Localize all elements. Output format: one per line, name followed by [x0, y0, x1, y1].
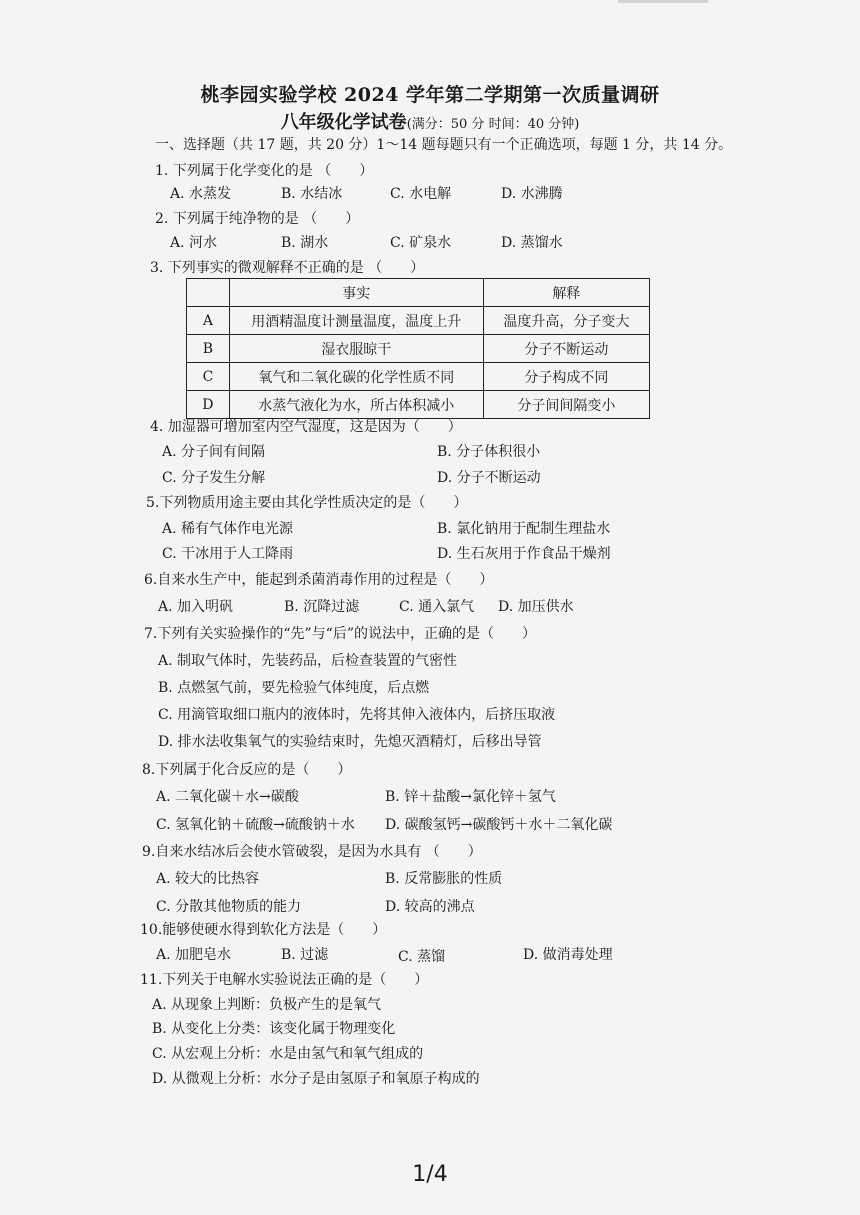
q11-option-a: A. 从现象上判断：负极产生的是氧气 [152, 997, 382, 1013]
q9-option-a: A. 较大的比热容 [156, 871, 260, 887]
exam-subtitle: 八年级化学试卷 [280, 112, 407, 133]
table-cell: B [187, 335, 230, 363]
q2-option-b: B. 湖水 [281, 235, 329, 251]
table-row [187, 391, 650, 419]
exam-subtitle-line [0, 108, 860, 134]
table-cell: 分子构成不同 [483, 363, 649, 391]
q4-option-c: C. 分子发生分解 [162, 470, 266, 486]
q10-option-a: A. 加肥皂水 [156, 947, 232, 963]
q11-option-c: C. 从宏观上分析：水是由氢气和氧气组成的 [152, 1046, 424, 1062]
q5-option-c: C. 干冰用于人工降雨 [162, 546, 294, 562]
table-cell: 水蒸气液化为水，所占体积减小 [229, 391, 483, 419]
q3-table [186, 278, 650, 419]
q10-option-c: C. 蒸馏 [398, 949, 446, 965]
q5-option-b: B. 氯化钠用于配制生理盐水 [437, 521, 611, 537]
table-header-row [187, 279, 650, 307]
q10-option-d: D. 做消毒处理 [523, 947, 613, 963]
q9-option-c: C. 分散其他物质的能力 [156, 899, 302, 915]
q11-option-b: B. 从变化上分类：该变化属于物理变化 [152, 1021, 396, 1037]
question-4-stem: 4. 加湿器可增加室内空气湿度，这是因为（ ） [150, 419, 462, 435]
question-5-stem: 5.下列物质用途主要由其化学性质决定的是（ ） [146, 495, 468, 511]
table-cell: 湿衣服晾干 [229, 335, 483, 363]
question-3-stem: 3. 下列事实的微观解释不正确的是 （ ） [150, 260, 425, 276]
q10-option-b: B. 过滤 [281, 947, 329, 963]
question-8-stem: 8.下列属于化合反应的是（ ） [142, 762, 352, 778]
exam-meta: (满分：50 分 时间：40 分钟) [406, 117, 580, 132]
q4-option-a: A. 分子间有间隔 [162, 444, 266, 460]
q6-option-c: C. 通入氯气 [399, 599, 475, 615]
q6-option-d: D. 加压供水 [498, 599, 574, 615]
q5-option-d: D. 生石灰用于作食品干燥剂 [437, 546, 611, 562]
table-header-cell [187, 279, 230, 307]
table-header-cell: 事实 [229, 279, 483, 307]
q7-option-b: B. 点燃氢气前，要先检验气体纯度，后点燃 [158, 680, 430, 696]
q9-option-d: D. 较高的沸点 [385, 899, 475, 915]
table-row [187, 363, 650, 391]
table-cell: C [187, 363, 230, 391]
q8-option-c: C. 氢氧化钠＋硫酸→硫酸钠＋水 [156, 817, 355, 833]
scan-mark [618, 0, 708, 3]
table-cell: 用酒精温度计测量温度，温度上升 [229, 307, 483, 335]
page-number: 1/4 [412, 1162, 448, 1187]
exam-title: 桃李园实验学校 2024 学年第二学期第一次质量调研 [200, 84, 660, 106]
q11-option-d: D. 从微观上分析：水分子是由氢原子和氧原子构成的 [152, 1071, 480, 1087]
q7-option-c: C. 用滴管取细口瓶内的液体时，先将其伸入液体内，后挤压取液 [158, 707, 556, 723]
q8-option-d: D. 碳酸氢钙→碳酸钙＋水＋二氧化碳 [385, 817, 613, 833]
q1-option-b: B. 水结冰 [281, 186, 343, 202]
question-1-stem: 1. 下列属于化学变化的是 （ ） [155, 163, 374, 179]
q5-option-a: A. 稀有气体作电光源 [162, 521, 294, 537]
question-6-stem: 6.自来水生产中，能起到杀菌消毒作用的过程是（ ） [144, 572, 494, 588]
q4-option-b: B. 分子体积很小 [437, 444, 541, 460]
q1-option-d: D. 水沸腾 [501, 186, 563, 202]
table-cell: A [187, 307, 230, 335]
q2-option-c: C. 矿泉水 [390, 235, 452, 251]
q8-option-a: A. 二氧化碳＋水→碳酸 [156, 789, 299, 805]
q9-option-b: B. 反常膨胀的性质 [385, 871, 503, 887]
table-cell: 氧气和二氧化碳的化学性质不同 [229, 363, 483, 391]
q7-option-a: A. 制取气体时，先装药品，后检查装置的气密性 [158, 653, 458, 669]
question-10-stem: 10.能够使硬水得到软化方法是（ ） [140, 922, 387, 938]
question-2-stem: 2. 下列属于纯净物的是 （ ） [155, 211, 360, 227]
q8-option-b: B. 锌＋盐酸→氯化锌＋氢气 [385, 789, 556, 805]
question-7-stem: 7.下列有关实验操作的“先”与“后”的说法中，正确的是（ ） [144, 626, 536, 642]
table-cell: 分子不断运动 [483, 335, 649, 363]
q6-option-b: B. 沉降过滤 [284, 599, 360, 615]
table-cell: 温度升高，分子变大 [483, 307, 649, 335]
q7-option-d: D. 排水法收集氧气的实验结束时，先熄灭酒精灯，后移出导管 [158, 734, 542, 750]
q2-option-a: A. 河水 [170, 235, 218, 251]
table-row [187, 307, 650, 335]
q2-option-d: D. 蒸馏水 [501, 235, 563, 251]
table-header-cell: 解释 [483, 279, 649, 307]
table-cell: 分子间间隔变小 [483, 391, 649, 419]
table-row [187, 335, 650, 363]
question-9-stem: 9.自来水结冰后会使水管破裂，是因为水具有 （ ） [142, 844, 482, 860]
question-11-stem: 11.下列关于电解水实验说法正确的是（ ） [140, 972, 429, 988]
table-cell: D [187, 391, 230, 419]
q4-option-d: D. 分子不断运动 [437, 470, 541, 486]
q1-option-c: C. 水电解 [390, 186, 452, 202]
q1-option-a: A. 水蒸发 [170, 186, 232, 202]
section-heading: 一、选择题（共 17 题，共 20 分）1～14 题每题只有一个正确选项，每题 1 分，共 14 分。 [155, 137, 733, 153]
q6-option-a: A. 加入明矾 [158, 599, 234, 615]
